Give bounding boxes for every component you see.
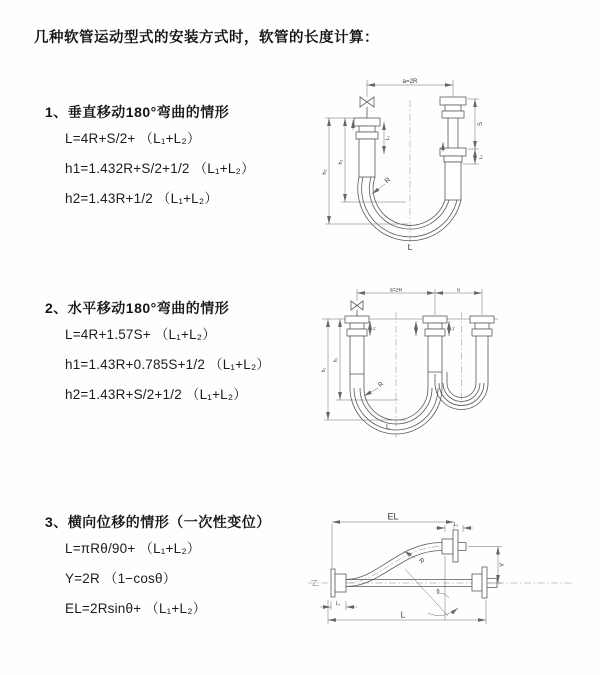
angle-construction <box>405 556 458 620</box>
left-connector <box>354 118 380 177</box>
page-title: 几种软管运动型式的安装方式时，软管的长度计算： <box>34 30 379 46</box>
valve-icon <box>360 97 374 118</box>
dimension-a2r <box>357 289 482 315</box>
dimension-l <box>328 600 486 624</box>
dim-label-h2: h₂ <box>321 367 327 373</box>
dim-label-l2: L₂ <box>479 154 484 160</box>
straight-pipe-phantom <box>346 567 497 598</box>
formula-h1-1: h1=1.432R+S/2+1/2 （L₁+L₂） <box>65 161 255 176</box>
dim-label-r: R <box>416 556 426 566</box>
dim-label-l1: L₁ <box>371 326 376 331</box>
dim-label-el: EL <box>387 511 399 522</box>
section-1-heading: 1、垂直移动180°弯曲的情形 <box>45 104 230 120</box>
formula-length-1: L=4R+S/2+ （L₁+L₂） <box>65 131 201 146</box>
dim-label-h1: h₁ <box>338 159 344 165</box>
formula-length-2: L=4R+1.57S+ （L₁+L₂） <box>65 327 216 342</box>
section-lateral-offset <box>45 512 271 624</box>
radius-leader <box>372 184 385 194</box>
section-2-heading: 2、水平移动180°弯曲的情形 <box>45 300 230 316</box>
radius-leader <box>404 551 415 558</box>
dim-label-l2: L₂ <box>450 326 455 331</box>
radius-leader <box>364 388 378 396</box>
right-connector-phantom <box>470 316 494 383</box>
dim-label-a2r: a=2R <box>389 288 403 294</box>
dim-label-l1: L₁ <box>335 601 341 607</box>
dim-label-s: S <box>456 288 461 294</box>
left-flange <box>331 569 346 597</box>
section-3-heading: 3、横向位移的情形（一次性变位） <box>45 514 271 530</box>
right-connector <box>440 97 466 200</box>
dim-label-s: S <box>478 121 484 127</box>
vertical-bend-diagram <box>318 78 488 253</box>
formula-h1-2: h1=1.43R+0.785S+1/2 （L₁+L₂） <box>65 357 271 372</box>
dim-label-h1: h₁ <box>333 357 339 363</box>
dim-label-l2: L₂ <box>453 522 459 528</box>
section-vertical-bend <box>45 102 255 214</box>
dim-label-a2r: a=2R <box>402 78 418 85</box>
dim-label-l1: L₁ <box>385 135 391 141</box>
s-curve-hose <box>346 543 442 587</box>
dim-label-l: L <box>400 609 406 620</box>
left-connector <box>345 316 369 388</box>
dim-label-y: Y <box>499 562 506 568</box>
valve-icon <box>351 301 363 316</box>
formula-y-3: Y=2R （1−cosθ） <box>65 571 177 586</box>
dim-label-l: L <box>407 242 413 252</box>
formula-el-3: EL=2Rsinθ+ （L₁+L₂） <box>65 601 207 616</box>
dim-label-h2: h₂ <box>322 169 328 175</box>
dim-label-l: L <box>386 424 390 431</box>
formula-h2-2: h2=1.43R+S/2+1/2 （L₁+L₂） <box>65 387 247 402</box>
lateral-offset-diagram <box>302 508 598 643</box>
horizontal-bend-diagram <box>318 288 503 450</box>
dim-label-theta: θ <box>436 589 440 595</box>
dimension-l1 <box>370 321 416 336</box>
dim-label-r: R <box>377 380 385 389</box>
formula-length-3: L=πRθ/90+ （L₁+L₂） <box>65 541 201 556</box>
upper-flange <box>442 530 466 562</box>
formula-h2-1: h2=1.43R+1/2 （L₁+L₂） <box>65 191 219 206</box>
dimension-el <box>332 522 454 568</box>
section-horizontal-bend <box>45 298 270 410</box>
dim-label-r: R <box>383 176 393 186</box>
